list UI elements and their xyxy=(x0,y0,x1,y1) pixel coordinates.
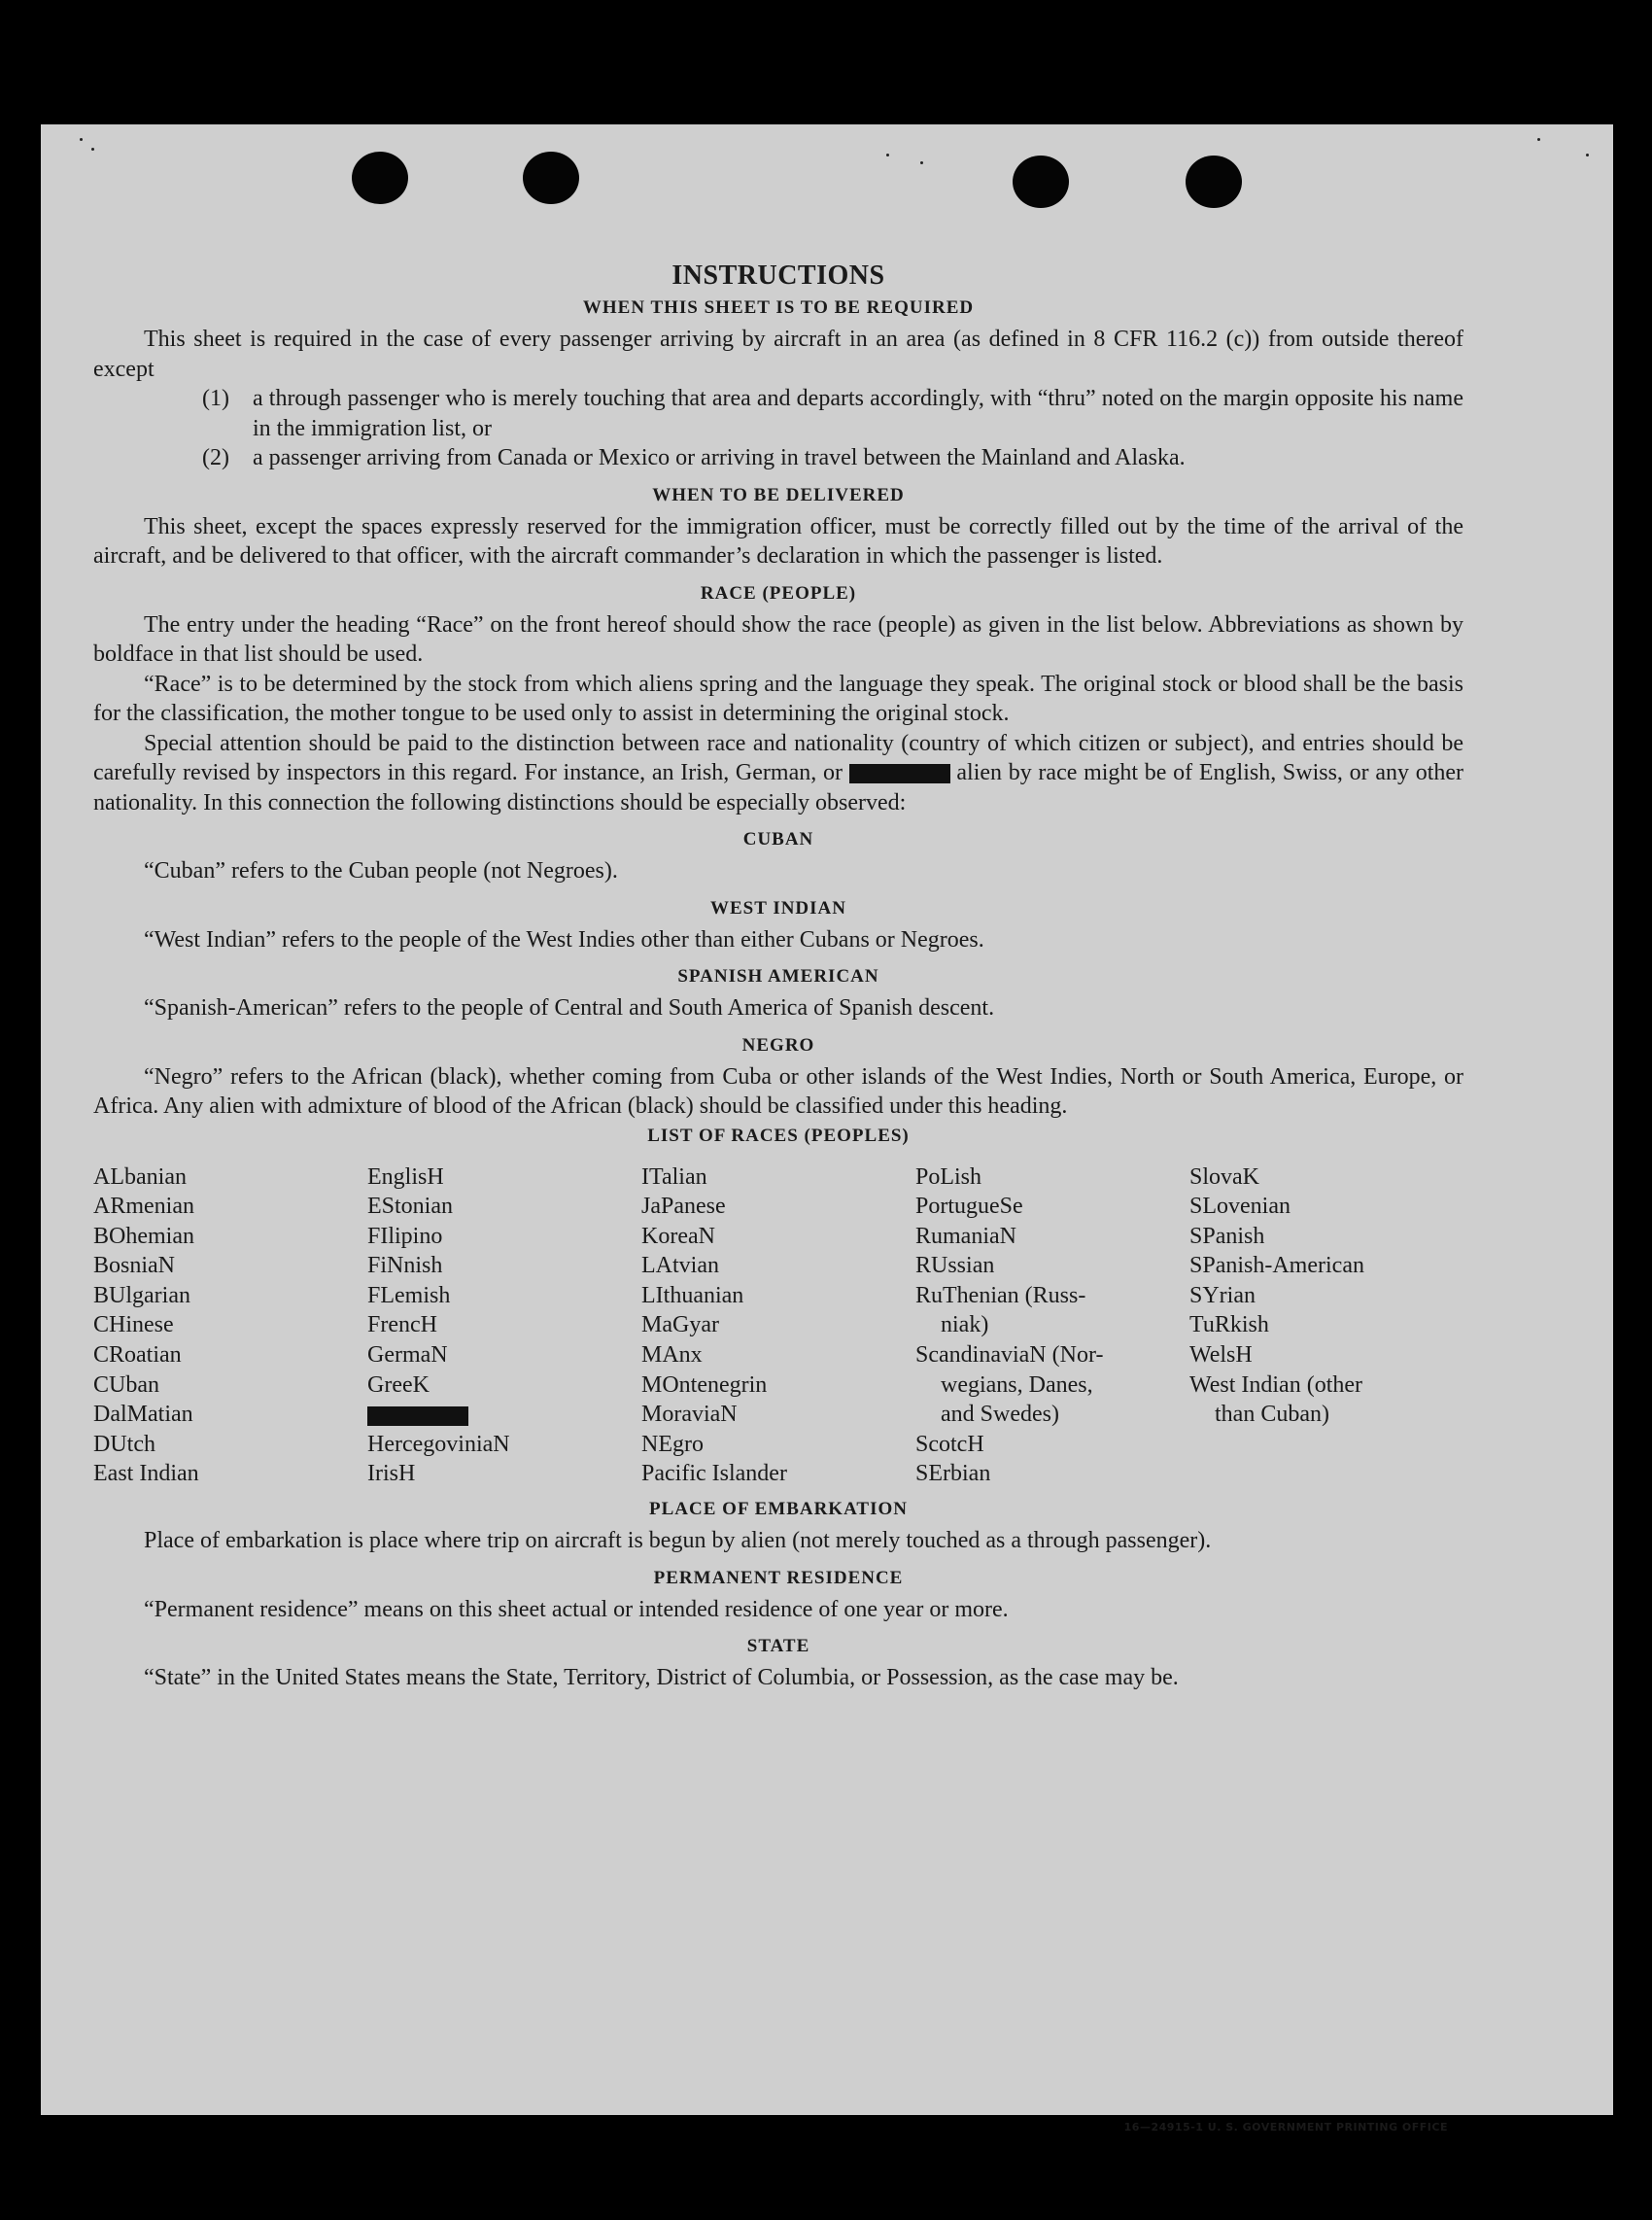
race-entry: BOhemian xyxy=(93,1223,194,1249)
state-text: “State” in the United States means the State, Territory, District of Columbia, or Possession, as the case may be. xyxy=(144,1665,1179,1691)
heading-west-indian: WEST INDIAN xyxy=(710,897,846,919)
race-entry: BUlgarian xyxy=(93,1282,190,1308)
instructions-content xyxy=(93,260,1463,1693)
race-entry: TuRkish xyxy=(1189,1312,1269,1338)
race-entry: MaGyar xyxy=(641,1312,719,1338)
race-entry: FiNnish xyxy=(367,1253,443,1279)
race-entry: IrisH xyxy=(367,1461,416,1487)
race-entry: SLovenian xyxy=(1189,1194,1291,1220)
speck xyxy=(91,148,94,151)
race-entry: and Swedes) xyxy=(941,1402,1059,1428)
race-entry: CUban xyxy=(93,1371,159,1398)
race-entry: niak) xyxy=(941,1312,989,1338)
race-entry: SPanish xyxy=(1189,1223,1265,1249)
page-title: INSTRUCTIONS xyxy=(671,260,885,291)
race-entry: DUtch xyxy=(93,1431,155,1457)
residence-text: “Permanent residence” means on this sheet actual or intended residence of one year or more. xyxy=(144,1596,1009,1622)
race-entry: LIthuanian xyxy=(641,1282,744,1308)
race-entry: JaPanese xyxy=(641,1194,726,1220)
document-sheet xyxy=(41,124,1613,2133)
race-entry: FrencH xyxy=(367,1312,437,1338)
race-entry: DalMatian xyxy=(93,1402,193,1428)
race-entry: RumaniaN xyxy=(915,1223,1016,1249)
race-entry-redacted xyxy=(367,1400,641,1430)
race-entry: SYrian xyxy=(1189,1282,1256,1308)
races-column xyxy=(915,1162,1189,1490)
race-entry: GermaN xyxy=(367,1342,448,1369)
heading-cuban: CUBAN xyxy=(742,829,814,850)
race-paragraph-3a: Special attention should be paid to the distinction between race and nationality (country of which citizen or subject), and entries should be carefully revised by inspectors in this regard. For instance, an Irish, German, or xyxy=(93,730,1463,785)
heading-negro: NEGRO xyxy=(741,1034,815,1056)
embarkation-text: Place of embarkation is place where trip on aircraft is begun by alien (not merely touched as a through passenger). xyxy=(144,1528,1212,1554)
punch-hole xyxy=(352,152,408,204)
exception-item xyxy=(202,443,1463,473)
race-entry: FIlipino xyxy=(367,1223,443,1249)
race-paragraph-2: “Race” is to be determined by the stock from which aliens spring and the language they speak. The original stock or blood shall be the basis for the classification, the mother tongue to be used only to assist in determining the original stock. xyxy=(93,671,1463,726)
race-entry: LAtvian xyxy=(641,1253,719,1279)
exception-item xyxy=(202,384,1463,443)
speck xyxy=(80,138,83,141)
item-text: a passenger arriving from Canada or Mexico or arriving in travel between the Mainland and Alaska. xyxy=(253,445,1186,470)
race-entry: WelsH xyxy=(1189,1342,1253,1369)
heading-required: WHEN THIS SHEET IS TO BE REQUIRED xyxy=(582,297,975,318)
heading-delivered: WHEN TO BE DELIVERED xyxy=(652,484,905,505)
race-entry: West Indian (other xyxy=(1189,1371,1363,1398)
race-entry: CRoatian xyxy=(93,1342,182,1369)
west-indian-text: “West Indian” refers to the people of the West Indies other than either Cubans or Negroes. xyxy=(144,926,984,953)
race-entry: ITalian xyxy=(641,1163,707,1190)
heading-embarkation: PLACE OF EMBARKATION xyxy=(649,1499,908,1520)
speck xyxy=(1586,154,1589,156)
speck xyxy=(886,154,889,156)
races-list xyxy=(93,1162,1463,1490)
punch-hole xyxy=(523,152,579,204)
heading-races-list: LIST OF RACES (PEOPLES) xyxy=(647,1125,910,1146)
race-entry: RUssian xyxy=(915,1253,995,1279)
heading-residence: PERMANENT RESIDENCE xyxy=(653,1567,904,1588)
redaction-mark xyxy=(849,764,950,783)
races-column xyxy=(367,1162,641,1490)
race-entry: East Indian xyxy=(93,1461,199,1487)
negro-text: “Negro” refers to the African (black), whether coming from Cuba or other islands of the West Indies, North or South America, Europe, or Africa. Any alien with admixture of blood of the African (black) should be classified under this heading. xyxy=(93,1063,1463,1119)
race-entry: ARmenian xyxy=(93,1194,194,1220)
race-entry: wegians, Danes, xyxy=(941,1371,1093,1398)
race-entry: HercegoviniaN xyxy=(367,1431,510,1457)
race-entry: Pacific Islander xyxy=(641,1461,787,1487)
race-entry: ALbanian xyxy=(93,1163,187,1190)
race-entry: NEgro xyxy=(641,1431,704,1457)
race-paragraph-3b: alien by race might be of English, Swiss, or any other nationality. In this connection the following distinctions should be especially observed: xyxy=(93,760,1464,815)
race-entry: PoLish xyxy=(915,1163,982,1190)
delivered-text: This sheet, except the spaces expressly reserved for the immigration officer, must be correctly filled out by the time of the arrival of the aircraft, and be delivered to that officer, with the aircraft commander’s declaration in which the passenger is listed. xyxy=(93,513,1463,569)
speck xyxy=(1537,138,1540,141)
printer-imprint: 16—24915-1 U. S. GOVERNMENT PRINTING OFFICE xyxy=(1123,2121,1448,2133)
item-number: (1) xyxy=(202,386,229,411)
race-entry: RuThenian (Russ- xyxy=(915,1282,1086,1308)
punch-hole xyxy=(1186,156,1242,208)
race-entry: KoreaN xyxy=(641,1223,715,1249)
speck xyxy=(920,161,923,164)
heading-race: RACE (PEOPLE) xyxy=(700,582,857,604)
race-entry: ScotcH xyxy=(915,1431,984,1457)
race-entry: MOntenegrin xyxy=(641,1371,768,1398)
race-entry: EnglisH xyxy=(367,1163,444,1190)
race-paragraph-3 xyxy=(93,729,1463,818)
race-entry: MAnx xyxy=(641,1342,703,1369)
race-entry: FLemish xyxy=(367,1282,451,1308)
race-entry: ScandinaviaN (Nor- xyxy=(915,1342,1104,1369)
race-entry: BosniaN xyxy=(93,1253,175,1279)
item-number: (2) xyxy=(202,445,229,470)
race-entry: PortugueSe xyxy=(915,1194,1023,1220)
race-entry: SlovaK xyxy=(1189,1163,1259,1190)
race-entry: GreeK xyxy=(367,1371,430,1398)
race-entry: CHinese xyxy=(93,1312,174,1338)
heading-state: STATE xyxy=(746,1636,810,1657)
races-column xyxy=(93,1162,367,1490)
race-entry: SErbian xyxy=(915,1461,991,1487)
heading-spanish-american: SPANISH AMERICAN xyxy=(677,966,879,987)
races-column xyxy=(1189,1162,1463,1490)
race-entry: EStonian xyxy=(367,1194,453,1220)
spanish-american-text: “Spanish-American” refers to the people of Central and South America of Spanish descent. xyxy=(144,995,995,1021)
race-entry: SPanish-American xyxy=(1189,1253,1364,1279)
race-entry: MoraviaN xyxy=(641,1402,738,1428)
race-entry: than Cuban) xyxy=(1215,1402,1329,1428)
item-text: a through passenger who is merely touching that area and departs accordingly, with “thru” noted on the margin opposite his name in the immigration list, or xyxy=(253,386,1463,441)
races-column xyxy=(641,1162,915,1490)
punch-hole xyxy=(1013,156,1069,208)
race-paragraph-1: The entry under the heading “Race” on the front hereof should show the race (people) as given in the list below. Abbreviations as shown by boldface in that list should be used. xyxy=(93,611,1463,667)
required-intro: This sheet is required in the case of every passenger arriving by aircraft in an area (as defined in 8 CFR 116.2 (c)) from outside thereof except xyxy=(93,327,1463,382)
redaction-mark xyxy=(367,1406,468,1426)
cuban-text: “Cuban” refers to the Cuban people (not Negroes). xyxy=(144,858,618,884)
